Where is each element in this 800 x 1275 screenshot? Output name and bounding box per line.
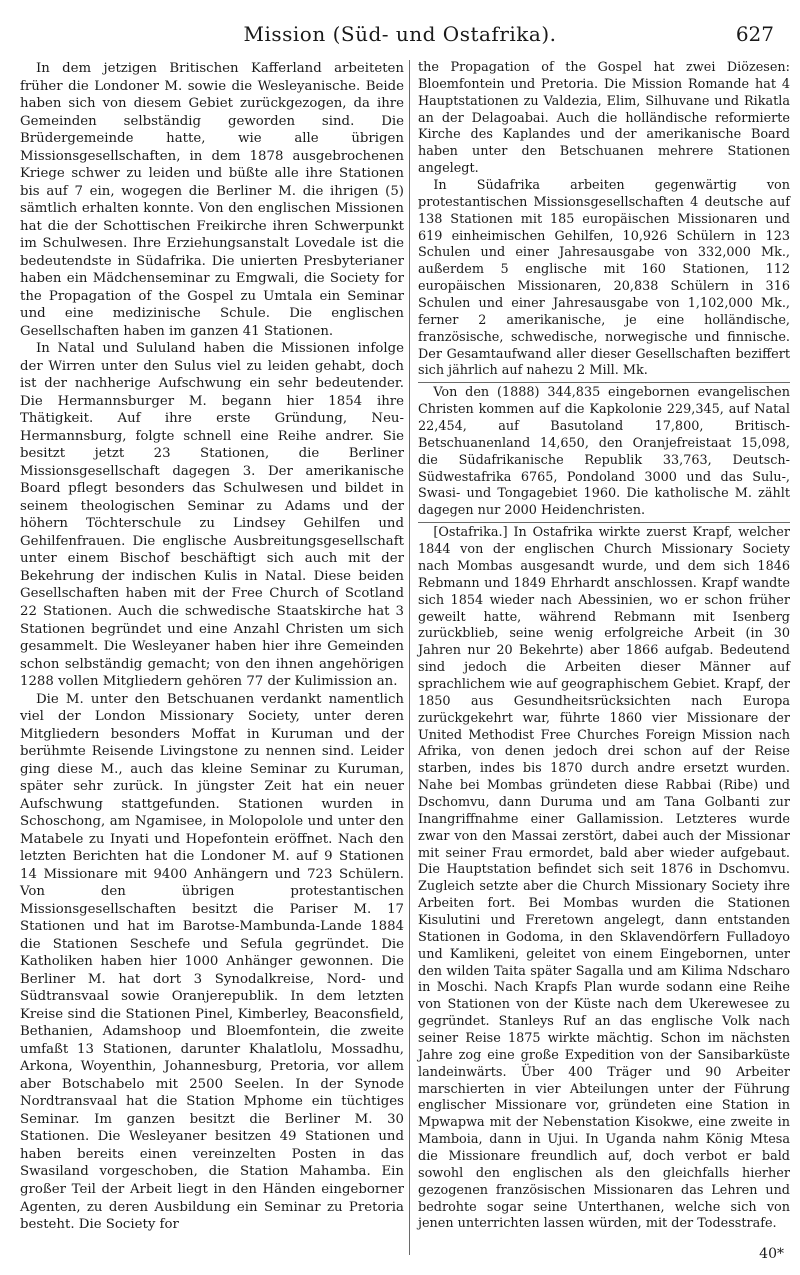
left-column [20,60,404,1234]
running-title: Mission (Süd- und Ostafrika). [243,22,557,46]
paragraph-suedafrika-statistics: In Südafrika arbeiten gegenwärtig von protestantischen Missionsgesellschaften 4 deutsche auf 138 Stationen mit 185 europäischen Missionaren und 619 einheimischen Gehilfen, 10,926 Schülern in 123 Schulen und einer Jahresausgabe von 332,000 Mk., außerdem 5 englische mit 160 Stationen, 112 europäischen Missionaren, 20,838 Schülern in 316 Schulen und einer Jahresausgabe von 1,102,000 Mk., ferner 2 amerikanische, je eine holländische, französische, schwedische, norwegische und finnische. Der Gesamtaufwand aller dieser Gesellschaften beziffert sich jährlich auf nahezu 2 Mill. Mk. [418,178,790,379]
paragraph-betschuanen: Die M. unter den Betschuanen verdankt namentlich viel der London Missionary Society, unter deren Mitgliedern besonders Moffat in Kuruman und der berühmte Reisende Livingstone zu nennen sind. Leider ging diese M., auch das kleine Seminar zu Kuruman, später sehr zurück. In jüngster Zeit hat ein neuer Aufschwung stattgefunden. Stationen wurden in Schoschong, am Ngamisee, in Molopolole und unter den Matabele zu Inyati und Hopefontein eröffnet. Nach den letzten Berichten hat die Londoner M. auf 9 Stationen 14 Missionare mit 9400 Anhängern und 723 Schülern. Von den übrigen protestantischen Missionsgesellschaften besitzt die Pariser M. 17 Stationen und hat im Barotse-Mambunda-Lande 1884 die Stationen Seschefe und Sefula gegründet. Die Katholiken haben hier 1000 Anhänger gewonnen. Die Berliner M. hat dort 3 Synodalkreise, Nord- und Südtransvaal sowie Oranjerepublik. In dem letzten Kreise sind die Stationen Pinel, Kimberley, Beaconsfield, Bethanien, Adamshoop und Bloemfontein, die zweite umfaßt 13 Stationen, darunter Khalatlolu, Mossadhu, Arkona, Woyenthin, Johannesburg, Pretoria, vor allem aber Botschabelo mit 2500 Seelen. In der Synode Nordtransvaal hat die Station Mphome ein tüchtiges Seminar. Im ganzen besitzt die Berliner M. 30 Stationen. Die Wesleyaner besitzen 49 Stationen und haben bereits einen vereinzelten Posten in das Swasiland vorgeschoben, die Station Mahamba. Ein großer Teil der Arbeit liegt in den Händen eingeborner Agenten, zu deren Ausbildung ein Seminar zu Pretoria besteht. Die Society for [20,691,404,1233]
page-number: 627 [735,22,774,46]
section-divider [418,522,790,523]
paragraph-propagation-continued: the Propagation of the Gospel hat zwei Diözesen: Bloemfontein und Pretoria. Die Mission Romande hat 4 Hauptstationen zu Valdezia, Elim, Silhuvane und Rikatla an der Delagoabai. Auch die holländische reformierte Kirche des Kaplandes und der amerikanische Board haben unter den Betschuanen mehrere Stationen angelegt. [418,60,790,177]
paragraph-christian-counts: Von den (1888) 344,835 eingebornen evangelischen Christen kommen auf die Kapkolonie 229,345, auf Natal 22,454, auf Basutoland 17,800, Britisch-Betschuanenland 14,650, den Oranjefreistaat 15,098, die Südafrikanische Republik 33,763, Deutsch-Südwestafrika 6765, Pondoland 3000 und das Sulu-, Swasi- und Tongagebiet 1960. Die katholische M. zählt dagegen nur 2000 Heidenchristen. [418,385,790,519]
page-header [20,8,780,52]
paragraph-natal-sululand: In Natal und Sululand haben die Missionen infolge der Wirren unter den Sulus viel zu leiden gehabt, doch ist der nachherige Aufschwung ein sehr bedeutender. Die Hermannsburger M. begann hier 1854 ihre Thätigkeit. Auf ihre erste Gründung, Neu-Hermannsburg, folgte schnell eine Reihe andrer. Sie besitzt jetzt 23 Stationen, die Berliner Missionsgesellschaft dagegen 3. Der amerikanische Board pflegt besonders das Schulwesen und bildet in seinem theologischen Seminar zu Adams und der höhern Töchterschule zu Lindsey Gehilfen und Gehilfenfrauen. Die englische Ausbreitungsgesellschaft unter einem Bischof beschäftigt sich auch mit der Bekehrung der indischen Kulis in Natal. Diese beiden Gesellschaften haben mit der Free Church of Scotland 22 Stationen. Auch die schwedische Staatskirche hat 3 Stationen begründet und eine Anzahl Christen um sich gesammelt. Die Wesleyaner haben hier ihre Gemeinden schon selbständig gemacht; von den ihnen angehörigen 1288 vollen Mitgliedern gehören 77 der Kulimission an. [20,341,404,690]
column-divider [409,60,410,1255]
sheet-signature: 40* [759,1246,784,1262]
paragraph-ostafrika: [Ostafrika.] In Ostafrika wirkte zuerst Krapf, welcher 1844 von der englischen Church Missionary Society nach Mombas ausgesandt wurde, und dem sich 1846 Rebmann und 1849 Ehrhardt anschlossen. Krapf wandte sich 1854 wieder nach Abessinien, wo er schon früher geweilt hatte, während Rebmann mit Isenberg zurückblieb, seine wenig erfolgreiche Arbeit (in 30 Jahren nur 20 Bekehrte) aber 1866 aufgab. Bedeutend sind jedoch die Arbeiten dieser Männer auf sprachlichem wie auf geographischem Gebiet. Krapf, der 1850 aus Gesundheitsrücksichten nach Europa zurückgekehrt war, führte 1860 vier Missionare der United Methodist Free Churches Foreign Mission nach Afrika, von denen jedoch drei schon auf der Reise starben, indes bis 1870 durch andre ersetzt wurden. Nahe bei Mombas gründeten diese Rabbai (Ribe) und Dschomvu, dann Duruma und am Tana Golbanti zur Inangriffnahme einer Gallamission. Letzteres wurde zwar von den Massai zerstört, dabei auch der Missionar mit seiner Frau ermordet, bald aber wieder aufgebaut. Die Hauptstation befindet sich seit 1876 in Dschomvu. Zugleich setzte aber die Church Missionary Society ihre Arbeiten fort. Bei Mombas wurden die Stationen Kisulutini und Freretown angelegt, dann entstanden Stationen in Godoma, in den Sklavendörfern Fulladoyo und Kamlikeni, geleitet von einem Eingebornen, unter den wilden Taita später Sagalla und am Kilima Ndscharo in Moschi. Nach Krapfs Plan wurde sodann eine Reihe von Stationen von der Küste nach dem Ukerewesee zu gegründet. Stanleys Ruf an das englische Volk nach seiner Reise 1875 wirkte mächtig. Schon im nächsten Jahre zog eine große Expedition von der Sansibarküste landeinwärts. Über 400 Träger und 90 Arbeiter marschierten in vier Abteilungen unter der Führung englischer Missionare vor, gründeten eine Station in Mpwapwa mit der Nebenstation Kisokwe, eine zweite in Mamboia, dann in Ujui. In Uganda nahm König Mtesa die Missionare freundlich auf, doch verbot er bald sowohl den englischen als den gleichfalls hierher gezogenen französischen Missionaren das Lehren und bedrohte sogar seine Unterthanen, welche sich von jenen unterrichten lassen würden, mit der Todesstrafe. [418,525,790,1232]
paragraph-kafferland: In dem jetzigen Britischen Kafferland arbeiteten früher die Londoner M. sowie die Wesleyanische. Beide haben sich von diesem Gebiet zurückgezogen, da ihre Gemeinden selbständig geworden sind. Die Brüdergemeinde hatte, wie alle übrigen Missionsgesellschaften, in dem 1878 ausgebrochenen Kriege schwer zu leiden und büßte alle ihre Stationen bis auf 7 ein, wogegen die Berliner M. die ihrigen (5) sämtlich erhalten konnte. Von den englischen Missionen hat die der Schottischen Freikirche ihren Schwerpunkt im Schulwesen. Ihre Erziehungsanstalt Lovedale ist die bedeutendste in Südafrika. Die unierten Presbyterianer haben ein Mädchenseminar zu Emgwali, die Society for the Propagation of the Gospel zu Umtala ein Seminar und eine medizinische Schule. Die englischen Gesellschaften haben im ganzen 41 Stationen. [20,61,404,339]
section-divider [418,382,790,383]
right-column [418,60,790,1233]
